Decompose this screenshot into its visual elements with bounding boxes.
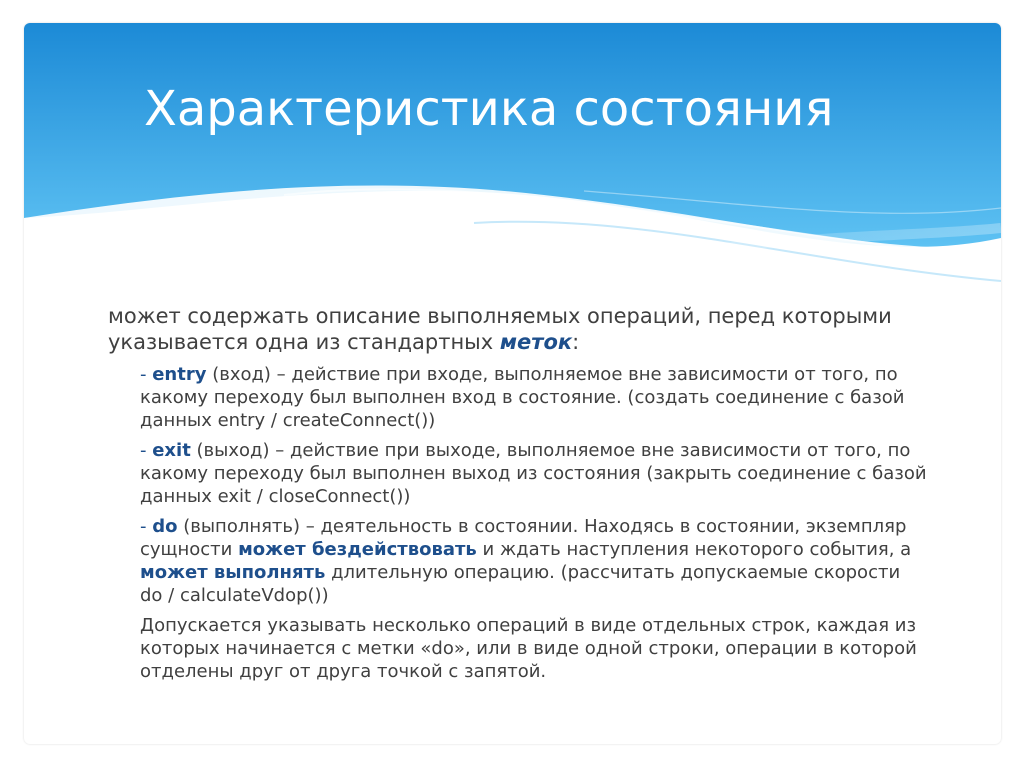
list-item-do	[140, 515, 928, 607]
emphasis-idle: может бездействовать	[238, 539, 477, 560]
slide-title: Характеристика состояния	[144, 81, 834, 137]
lead-text: может содержать описание выполняемых операций, перед которыми указывается одна из стандартных	[108, 304, 892, 354]
item-dash: -	[140, 516, 153, 537]
list-item-exit	[140, 439, 928, 508]
item-text: длительную операцию. (рассчитать допускаемые скорости do / calculateVdop())	[140, 562, 901, 606]
item-text: (выполнять) – деятельность в состоянии. Находясь в состоянии, экземпляр сущности	[140, 516, 907, 560]
keyword-do: do	[152, 516, 178, 537]
lead-accent: меток	[499, 330, 573, 354]
lead-paragraph	[108, 303, 928, 355]
list-item-note	[140, 614, 928, 683]
emphasis-execute: может выполнять	[140, 562, 326, 583]
wave-header-background	[24, 23, 1001, 293]
item-text: (вход) – действие при входе, выполняемое вне зависимости от того, по какому переходу был выполнен вход в состояние. (создать соединение с базой данных entry / createConnect())	[140, 364, 905, 431]
list-item-entry	[140, 363, 928, 432]
slide	[24, 23, 1001, 744]
item-text: (выход) – действие при выходе, выполняемое вне зависимости от того, по какому переходу был выполнен выход из состояния (закрыть соединение с базой данных exit / closeConnect())	[140, 440, 927, 507]
item-text: и ждать наступления некоторого события, а	[476, 539, 912, 560]
keyword-exit: exit	[152, 440, 191, 461]
operations-list	[108, 363, 928, 683]
keyword-entry: entry	[152, 364, 207, 385]
item-dash: -	[140, 364, 153, 385]
item-text: Допускается указывать несколько операций в виде отдельных строк, каждая из которых начинается с метки «do», или в виде одной строки, операции в которой отделены друг от друга точкой с запятой.	[140, 615, 917, 682]
item-dash: -	[140, 440, 153, 461]
slide-content	[108, 303, 928, 690]
lead-end: :	[572, 330, 580, 354]
